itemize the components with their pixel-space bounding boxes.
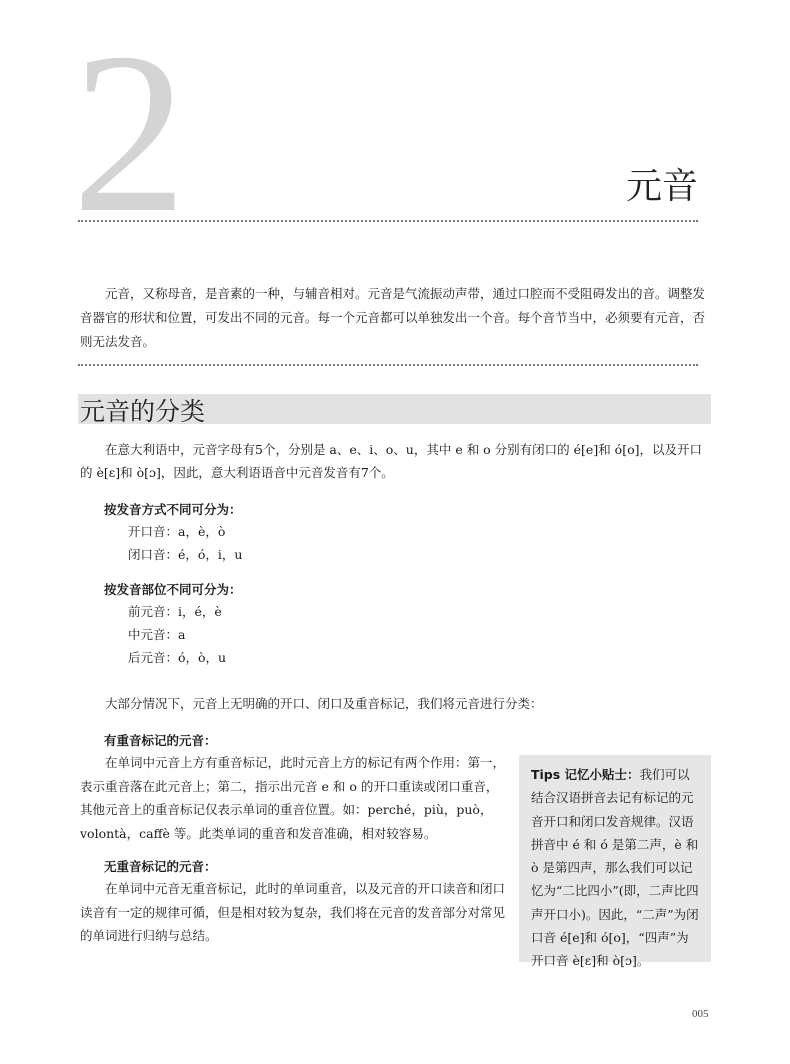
stressed-vowel-text: 在单词中元音上方有重音标记，此时元音上方的标记有两个作用：第一，表示重音落在此元音上；第二，指示出元音 e 和 o 的开口重读或闭口重音，其他元音上的重音标记仅表示单词的重音位置。如：perché，più，può，volontà，caffè 等。此类单词的重音和发音准确，相对较容易。: [80, 755, 506, 841]
stressed-vowel-heading: 有重音标记的元音：: [104, 733, 217, 748]
chapter-title: 元音: [625, 166, 698, 207]
tips-title: Tips 记忆小贴士：: [531, 767, 640, 782]
list-item: 后元音：ó，ò，u: [128, 650, 227, 665]
section-paragraph-2: 大部分情况下，元音上无明确的开口、闭口及重音标记，我们将元音进行分类：: [105, 696, 543, 711]
tips-box: [519, 755, 711, 969]
section-title: 元音的分类: [80, 397, 206, 426]
unstressed-vowel-text: 在单词中元音无重音标记，此时的单词重音，以及元音的开口读音和闭口读音有一定的规律可循，但是相对较为复杂，我们将在元音的发音部分对常见的单词进行归纳与总结。: [80, 881, 506, 943]
tips-text: 我们可以结合汉语拼音去记有标记的元音开口和闭口发音规律。汉语拼音中 é 和 ó 是第二声，è 和 ò 是第四声，那么我们可以记忆为“二比四小”(即，二声比四声开口小)。因此，“二声”为闭口音 é[e]和 ó[o]，“四声”为开口音 è[ɛ]和 ò[ɔ]。: [531, 767, 699, 969]
section-paragraph-1: 在意大利语中，元音字母有5个，分别是 a、e、i、o、u，其中 e 和 o 分别有闭口的 é[e]和 ó[o]，以及开口的 è[ɛ]和 ò[ɔ]，因此，意大利语语音中元音发音有7个。: [80, 442, 702, 480]
dotted-divider-top: [78, 220, 698, 222]
dotted-divider-intro: [78, 364, 698, 366]
list-item: 中元音：a: [128, 627, 186, 642]
list-item: 开口音：a，è，ò: [128, 524, 226, 539]
unstressed-vowel-heading: 无重音标记的元音：: [104, 859, 217, 874]
list-item: 闭口音：é，ó，i，u: [128, 547, 243, 562]
intro-paragraph: 元音，又称母音，是音素的一种，与辅音相对。元音是气流振动声带，通过口腔而不受阻碍发出的音。调整发音器官的形状和位置，可发出不同的元音。每一个元音都可以单独发出一个音。每个音节当中，必须要有元音，否则无法发音。: [80, 286, 706, 349]
by-manner-heading: 按发音方式不同可分为：: [104, 502, 242, 517]
by-position-heading: 按发音部位不同可分为：: [104, 582, 242, 597]
chapter-number: 2: [72, 5, 187, 260]
page-number: 005: [692, 1008, 709, 1020]
list-item: 前元音：i，é，è: [128, 604, 222, 619]
